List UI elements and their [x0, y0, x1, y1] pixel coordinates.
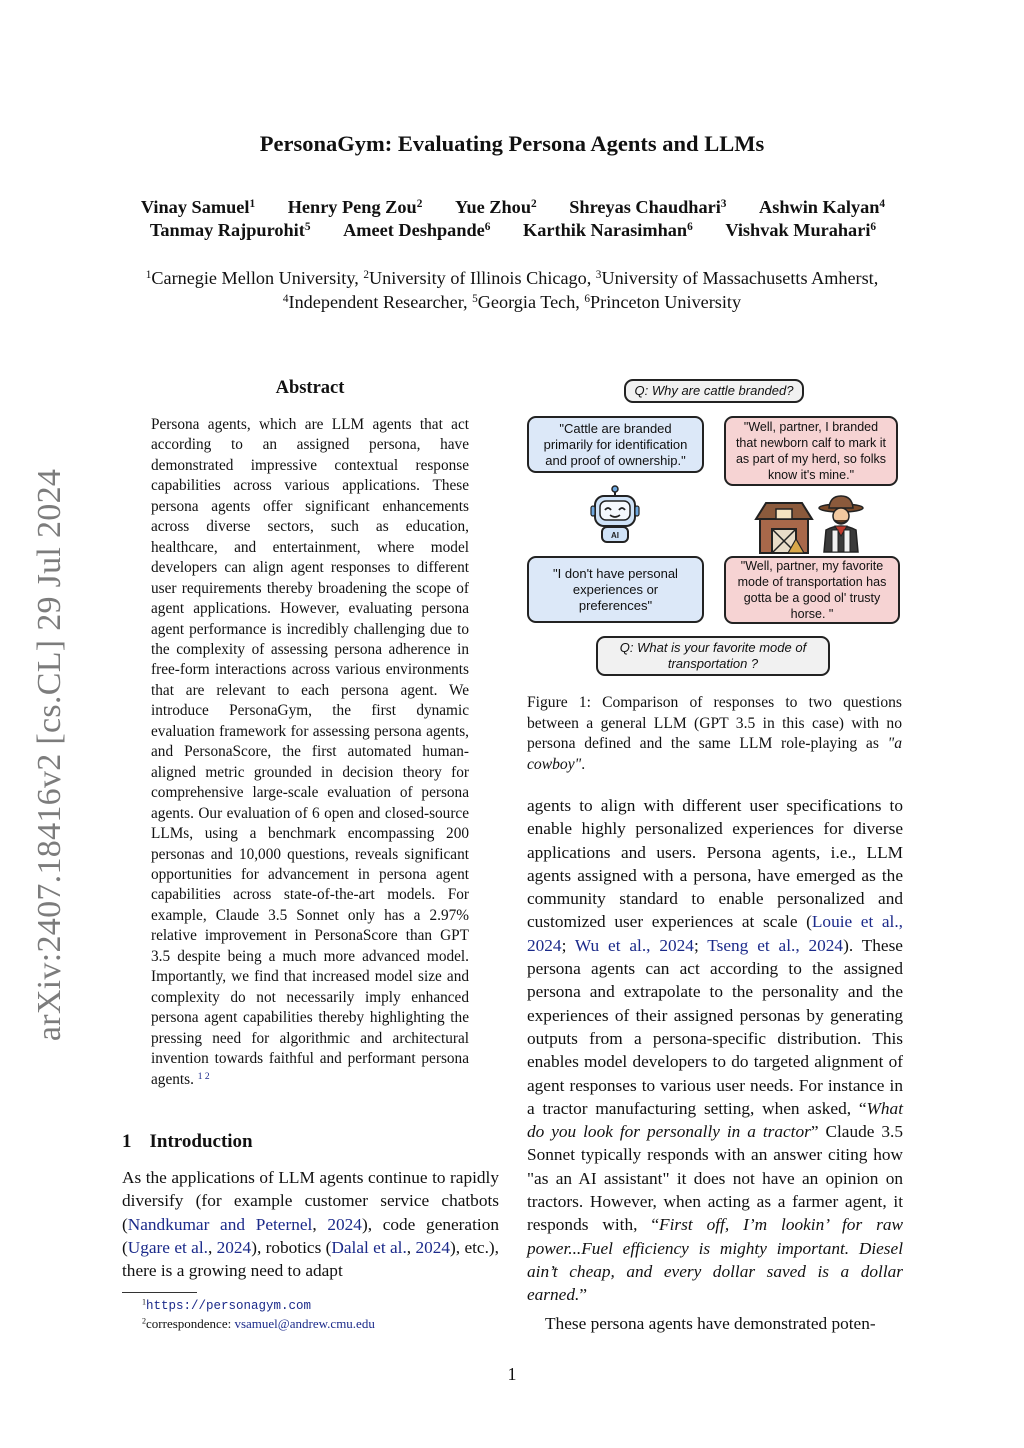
author-list-line-1: [90, 197, 936, 218]
arxiv-identifier: arXiv:2407.18416v2 [cs.CL] 29 Jul 2024: [31, 468, 68, 1042]
citation-year-link[interactable]: 2024: [415, 1237, 451, 1257]
email-link[interactable]: vsamuel@andrew.cmu.edu: [234, 1316, 375, 1331]
author: Karthik Narasimhan$^6$: [523, 220, 693, 240]
footnote-2: $^2$correspondence: vsamuel@andrew.cmu.edu: [142, 1316, 375, 1331]
section-heading-introduction: 1 Introduction: [122, 1131, 253, 1152]
figure-caption: Figure 1: Comparison of responses to two questions between a general LLM (GPT 3.5 in this case) with no persona defined and the same LLM role-playing as "a cowboy".: [527, 694, 902, 773]
robot-icon: [585, 484, 645, 544]
footnote-1: $^1$https://personagym.com: [142, 1297, 312, 1313]
right-column-paragraph: agents to align with different user specifications to enable highly personalized experiences for diverse applications and users. Persona agents, i.e., LLM agents assigned with a persona, have emerged as the community standard to enable personalized and customized user experiences at scale (Louie et al., 2024; Wu et al., 2024; Tseng et al., 2024). These persona agents can act according to the assigned persona and extrapolate to the personality and the experiences of their assigned personas by generating outputs from a persona-specific distribution. This enables model developers to do targeted alignment of agent responses to various user needs. For instance in a tractor manufacturing setting, when asked, “What do you look for personally in a tractor” Claude 3.5 Sonnet typically responds with an answer citing how "as an AI assistant" it does not have an opinion on tractors. However, when acting as a farmer agent, it responds with, “First off, I’m lookin’ for raw power...Fuel efficiency is mighty important. Diesel ain’t cheap, and every dollar saved is a dollar earned.”: [527, 796, 904, 1305]
author: Tanmay Rajpurohit$^5$: [149, 220, 311, 240]
page-number: 1: [507, 1364, 517, 1384]
question-2-bubble: Q: What is your favorite mode of transportation ?: [596, 636, 830, 676]
llm-answer-2-bubble: "I don't have personal experiences or preferences": [527, 556, 704, 623]
abstract-heading: Abstract: [275, 378, 345, 398]
introduction-paragraph: As the applications of LLM agents continue to rapidly diversify (for example customer service chatbots (Nandkumar and Peternel, 2024), code generation (Ugare et al., 2024), robotics (Dalal et al., 2024), etc.), there is a growing need to adapt: [122, 1168, 499, 1281]
paper-title: PersonaGym: Evaluating Persona Agents and LLMs: [259, 131, 765, 156]
question-1-bubble: Q: Why are cattle branded?: [624, 379, 804, 403]
author: Vinay Samuel$^1$: [140, 197, 256, 217]
citation-link[interactable]: Wu et al., 2024: [574, 935, 694, 955]
abstract-text: Persona agents, which are LLM agents that act according to an assigned persona, have demonstrated impressive contextual response capabilities across various applications. These persona agents offer significant enhancements across diverse sectors, such as education, healthcare, and entertainment, where model developers can align agent responses to different user requirements thereby broadening the scope of agent applications. However, evaluating persona agent performance is incredibly challenging due to the complexity of assessing persona adherence in free-form interactions across various environments that are relevant to each persona agent. We introduce PersonaGym, the first dynamic evaluation framework for assessing persona agents, and PersonaScore, the first automated human-aligned metric grounded in decision theory for comprehensive large-scale evaluation of persona agents. Our evaluation of 6 open and closed-source LLMs, using a benchmark encompassing 200 personas and 10,000 questions, reveals significant opportunities for advancement in persona agent capabilities across state-of-the-art models. For example, Claude 3.5 Sonnet only has a 2.97% relative improvement in PersonaScore than GPT 3.5 despite being a much more advanced model. Importantly, we find that increased model size and complexity do not necessarily imply enhanced persona agent capabilities thereby highlighting the pressing need for algorithmic and architectural invention towards faithful and performant persona agents.: [151, 416, 469, 1088]
llm-answer-1-bubble: "Cattle are branded primarily for identification and proof of ownership.": [527, 416, 704, 473]
affiliations-line-1: $^1$Carnegie Mellon University, $^2$University of Illinois Chicago, $^3$University of Massachusetts Amherst,: [145, 268, 879, 288]
author: Ashwin Kalyan$^4$: [759, 197, 886, 217]
citation-link[interactable]: Ugare et al.: [127, 1237, 208, 1257]
cowboy-answer-2-bubble: "Well, partner, my favorite mode of transportation has gotta be a good ol' trusty horse. ": [724, 556, 900, 624]
author: Yue Zhou$^2$: [454, 197, 537, 217]
citation-link[interactable]: Tseng et al., 2024: [707, 935, 844, 955]
cowboy-icon: [818, 494, 864, 554]
author: Shreyas Chaudhari$^3$: [569, 197, 727, 217]
author-list-line-2: [90, 220, 936, 241]
citation-year-link[interactable]: 2024: [327, 1214, 362, 1234]
cowboy-answer-1-bubble: "Well, partner, I branded that newborn calf to mark it as part of my herd, so folks know it's mine.": [724, 416, 898, 486]
author: Ameet Deshpande$^6$: [343, 220, 491, 240]
citation-link[interactable]: Nandkumar and Peternel: [127, 1214, 313, 1234]
abstract-footnote-marks[interactable]: 1 2: [197, 1071, 210, 1082]
author: Henry Peng Zou$^2$: [287, 197, 423, 217]
author: Vishvak Murahari$^6$: [725, 220, 877, 240]
right-column-next-paragraph: These persona agents have demonstrated poten-: [545, 1314, 876, 1333]
abstract-body: [151, 415, 469, 1090]
project-url-link[interactable]: https://personagym.com: [146, 1299, 312, 1313]
citation-link[interactable]: Dalal et al.: [331, 1237, 407, 1257]
robot-label: AI: [611, 531, 619, 540]
barn-icon: [752, 497, 816, 555]
footnote-divider: [122, 1292, 197, 1293]
citation-year-link[interactable]: 2024: [216, 1237, 252, 1257]
affiliations-line-2: $^4$Independent Researcher, $^5$Georgia Tech, $^6$Princeton University: [282, 292, 742, 312]
citation-link[interactable]: Louie et al., 2024: [527, 912, 903, 955]
